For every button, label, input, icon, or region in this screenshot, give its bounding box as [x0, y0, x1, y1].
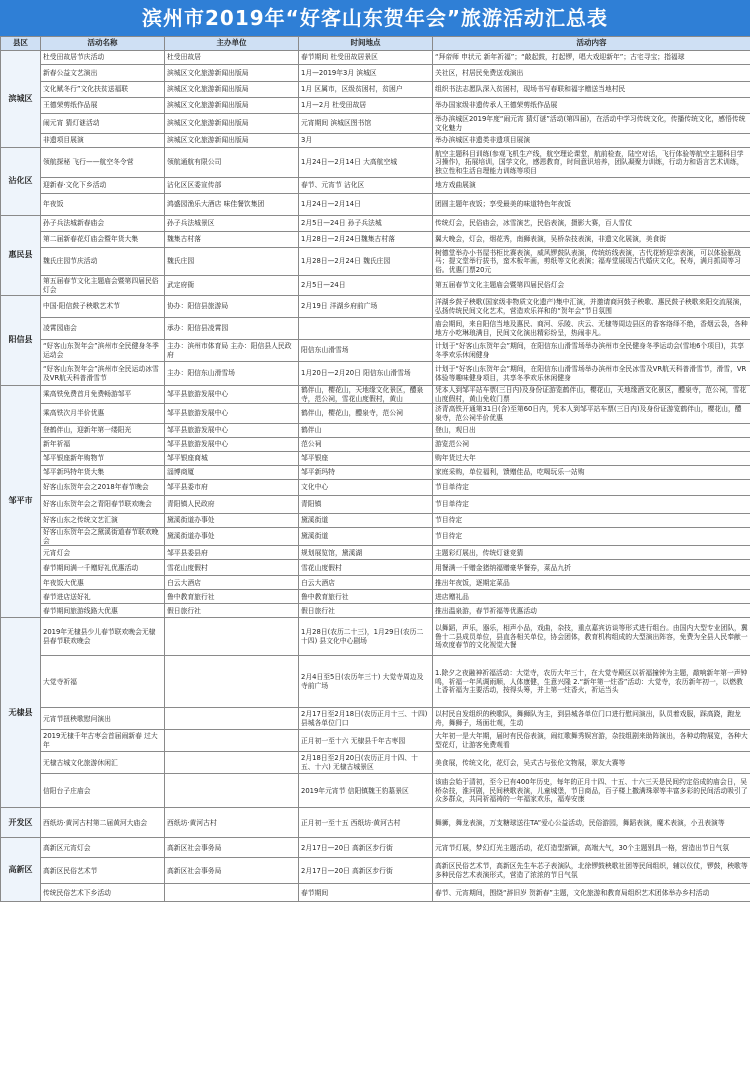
content-cell: 节目单待定	[433, 496, 750, 514]
time-place-cell: 1月—2月 杜受田故居	[299, 98, 433, 114]
table-row	[1, 546, 750, 560]
header-region: 县区	[1, 37, 41, 51]
content-cell: 登山，观日出	[433, 424, 750, 438]
organizer-cell: 武定府衙	[165, 276, 299, 296]
organizer-cell: 邹平县委市府	[165, 480, 299, 496]
content-cell: 传统灯会，民俗庙会，冰雪演艺，民俗表演，摄影大赛，百人雪仗	[433, 216, 750, 232]
content-cell: 举办滨城区非遗类非遗项目展演	[433, 134, 750, 148]
table-row	[1, 51, 750, 65]
organizer-cell: 滨城区文化旅游新闻出版局	[165, 134, 299, 148]
organizer-cell	[165, 656, 299, 708]
time-place-cell: 春节期间 杜受田故居景区	[299, 51, 433, 65]
content-cell: 推出温泉游，春节祈福等优惠活动	[433, 604, 750, 618]
time-place-cell: 邹平新玛特	[299, 466, 433, 480]
content-cell: 计划于“好客山东贺年会”期间，在阳信东山滑雪场举办滨州市全民健身冬季运动会(雪地6个项目)，共享冬季欢乐休闲健身	[433, 340, 750, 362]
region-cell: 邹平市	[1, 386, 41, 618]
organizer-cell: 魏集古村落	[165, 232, 299, 248]
organizer-cell: 假日旅行社	[165, 604, 299, 618]
activity-name-cell: 好客山东贺年会之黛溪街道春节联欢晚会	[41, 528, 165, 546]
time-place-cell: 2019年元宵节 信阳镇魏王豹墓景区	[299, 774, 433, 808]
table-row	[1, 656, 750, 708]
content-cell: 高新区民俗艺术节，高新区先生车芯子表演队，北徐锣鼓秧歌社团等民间组织，辅以仪仗，锣鼓，秧歌等多种民俗艺术表演形式，营造了浓浓的节日气氛	[433, 858, 750, 884]
table-row	[1, 98, 750, 114]
activity-name-cell: 好客山东贺年会之青阳春节联欢晚会	[41, 496, 165, 514]
content-cell: 关社区，村居民免费送戏演出	[433, 65, 750, 82]
time-place-cell: 1月 区属市，区级贫困村，贫困户	[299, 82, 433, 98]
content-cell: 计划于“好客山东贺年会”期间，在阳信东山滑雪场举办滨州市全民冰雪及VR航天科普滑雪节，滑雪，VR体验等趣味健身项目，共享冬季欢乐休闲健身	[433, 362, 750, 386]
organizer-cell: 主办：滨州市体育局 主办：阳信县人民政府	[165, 340, 299, 362]
organizer-cell: 邹平县旅游发展中心	[165, 424, 299, 438]
content-cell: 航空主题科目训练(参观飞机生产线，航空理论课堂，航前检查，陆空对话，飞行体验等航空主题科目学习操作)，拓展培训，国学文化，感恩教育，时间意识培养，团队凝聚力训练，行动力和语言艺术训练，独立性和生活自理能力训练等项目	[433, 148, 750, 178]
time-place-cell: 黛溪街道	[299, 514, 433, 528]
time-place-cell: 2月17日—20日 高新区步行街	[299, 858, 433, 884]
content-cell: 节目待定	[433, 528, 750, 546]
time-place-cell: 范公祠	[299, 438, 433, 452]
activity-name-cell: 新春公益文艺演出	[41, 65, 165, 82]
table-row	[1, 774, 750, 808]
table-row	[1, 590, 750, 604]
table-row	[1, 318, 750, 340]
time-place-cell: 假日旅行社	[299, 604, 433, 618]
content-cell: 元宵节灯展，梦幻灯光主题活动，花灯造型新颖，高端大气，30个主题别具一格，营造出节日气氛	[433, 838, 750, 858]
time-place-cell: 青阳镇	[299, 496, 433, 514]
header-time-place: 时间地点	[299, 37, 433, 51]
content-cell: 节目待定	[433, 514, 750, 528]
content-cell: 游览范公祠	[433, 438, 750, 452]
activity-name-cell: 第二届新春花灯庙会暨年货大集	[41, 232, 165, 248]
table-row	[1, 466, 750, 480]
organizer-cell: 滨城区文化旅游新闻出版局	[165, 114, 299, 134]
activity-name-cell: 信阳台子庄庙会	[41, 774, 165, 808]
time-place-cell: 1月24日—2月14日 大高航空城	[299, 148, 433, 178]
time-place-cell: 1月20日—2月20日 阳信东山滑雪场	[299, 362, 433, 386]
table-row	[1, 82, 750, 98]
activity-name-cell: 西纸坊·黄河古村第二届黄河大庙会	[41, 808, 165, 838]
table-row	[1, 148, 750, 178]
table-row	[1, 65, 750, 82]
organizer-cell: 魏氏庄园	[165, 248, 299, 276]
time-place-cell	[299, 318, 433, 340]
time-place-cell: 雪花山度假村	[299, 560, 433, 576]
activity-name-cell: 无棣古城文化旅游休闲汇	[41, 752, 165, 774]
activity-name-cell: 春节期间满一千赠好礼优惠活动	[41, 560, 165, 576]
content-cell: 地方戏曲展演	[433, 178, 750, 194]
activity-name-cell: 新年祈福	[41, 438, 165, 452]
time-place-cell: 阳信东山滑雪场	[299, 340, 433, 362]
content-cell: 购年货过大年	[433, 452, 750, 466]
content-cell: 大年初一是大年期，届时有民俗表演，闹红歌舞秀娱宫游，杂技组剧来助阵演出，各种动物展览，各种大型花灯，让游客免费观看	[433, 730, 750, 752]
region-cell: 惠民县	[1, 216, 41, 296]
organizer-cell: 雪花山度假村	[165, 560, 299, 576]
table-row	[1, 618, 750, 656]
content-cell: 节目单待定	[433, 480, 750, 496]
table-row	[1, 424, 750, 438]
time-place-cell: 2月4日至5日(农历年三十) 大觉寺周边及寺前广场	[299, 656, 433, 708]
activity-name-cell: 文化赋冬行”文化扶贫送福联	[41, 82, 165, 98]
content-cell: 家庭采购，单位福利，馈赠佳品，吃喝玩乐一站购	[433, 466, 750, 480]
time-place-cell: 2月5日—24日 孙子兵法城	[299, 216, 433, 232]
table-row	[1, 496, 750, 514]
table-row	[1, 452, 750, 466]
time-place-cell: 鹤伴山，樱花山，天地缘文化景区，醴泉寺，范公祠，雪花山度假村，黄山	[299, 386, 433, 404]
organizer-cell: 滨城区文化旅游新闻出版局	[165, 98, 299, 114]
activity-name-cell: 中国·阳信鼓子秧歌艺术节	[41, 296, 165, 318]
region-cell: 沾化区	[1, 148, 41, 216]
table-row	[1, 194, 750, 216]
organizer-cell: 黛溪街道办事处	[165, 528, 299, 546]
activity-name-cell: 年夜饭	[41, 194, 165, 216]
time-place-cell: 2月17日—20日 高新区步行街	[299, 838, 433, 858]
content-cell: 主题彩灯展出，传统灯谜竞猜	[433, 546, 750, 560]
activity-name-cell: 王德荣剪纸作品展	[41, 98, 165, 114]
table-body	[1, 51, 750, 902]
time-place-cell: 2月5日—24日	[299, 276, 433, 296]
activity-name-cell: 乘高铁次月半价优惠	[41, 404, 165, 424]
time-place-cell: 1月—2019年3月 滨城区	[299, 65, 433, 82]
organizer-cell	[165, 884, 299, 902]
table-row	[1, 178, 750, 194]
organizer-cell: 青阳镇人民政府	[165, 496, 299, 514]
table-row	[1, 838, 750, 858]
table-row	[1, 296, 750, 318]
organizer-cell: 杜受田故居	[165, 51, 299, 65]
activity-name-cell: 闹元宵 猜灯谜活动	[41, 114, 165, 134]
organizer-cell: 鲁中教育旅行社	[165, 590, 299, 604]
content-cell: 该庙会始于清初，至今已有400年历史，每年的正月十四、十五、十六三天是民间约定俗成的庙会日，吴桥杂技，淮河剧，民间秧歌表演，儿童城堡，节日商品，百子楼上撒满珠翠等丰富多彩的民间活动吸引了众多群众，共同祈福祷的一年福家欢乐，福寿安康	[433, 774, 750, 808]
organizer-cell: 鸿盛园渔乐大酒店 味佳餐饮集团	[165, 194, 299, 216]
content-cell: “拜帝师 申状元 新年祈福”；“敲起鼓，打起锣，唱大戏迎新年”；古宅寻宝；指福球	[433, 51, 750, 65]
organizer-cell: 邹平县旅游发展中心	[165, 386, 299, 404]
content-cell: 洋湖乡鼓子秧歌(国家级非物质文化遗产)集中汇演，并邀请商河鼓子秧歌、惠民鼓子秧歌来阳交流展演，弘扬传统民间文化艺术，营造欢乐祥和的“贺年会”节日氛围	[433, 296, 750, 318]
time-place-cell: 白云大酒店	[299, 576, 433, 590]
table-row	[1, 248, 750, 276]
time-place-cell: 规划展览馆，黛溪湖	[299, 546, 433, 560]
table-row	[1, 884, 750, 902]
table-row	[1, 216, 750, 232]
activity-name-cell: 年夜饭大优惠	[41, 576, 165, 590]
activity-name-cell: 春节期间旅游线路大优惠	[41, 604, 165, 618]
header-row	[1, 37, 750, 51]
time-place-cell: 2月18日至2月20日(农历正月十四、十五、十六) 无棣古城景区	[299, 752, 433, 774]
activity-name-cell: 元宵节扭秧歌慰问演出	[41, 708, 165, 730]
activity-name-cell: 凌霄园庙会	[41, 318, 165, 340]
time-place-cell: 1月24日—2月14日	[299, 194, 433, 216]
content-cell: 用餐满一千赠金猪纳福赠豪华餐券，菜品九折	[433, 560, 750, 576]
activity-name-cell: 2019年无棣县少儿春节联欢晚会无棣县春节联欢晚会	[41, 618, 165, 656]
time-place-cell: 1月28日—2月24日魏集古村落	[299, 232, 433, 248]
table-row	[1, 604, 750, 618]
table-row	[1, 232, 750, 248]
content-cell: 组织书法志愿队深入贫困村，现场书写春联和福字赠送当地村民	[433, 82, 750, 98]
table-row	[1, 752, 750, 774]
content-cell: 舞狮，舞龙表演，万支糖球送往TA”爱心公益活动，民俗游园，舞蹈表演，魔术表演，小丑表演等	[433, 808, 750, 838]
activity-name-cell: 第五届春节文化主题庙会暨第四届民俗灯会	[41, 276, 165, 296]
activity-name-cell: 杜受田故居节庆活动	[41, 51, 165, 65]
organizer-cell	[165, 752, 299, 774]
table-row	[1, 362, 750, 386]
activity-name-cell: 迎新春·文化下乡活动	[41, 178, 165, 194]
region-cell: 无棣县	[1, 618, 41, 808]
table-row	[1, 340, 750, 362]
organizer-cell: 孙子兵法城景区	[165, 216, 299, 232]
organizer-cell: 主办：阳信东山滑雪场	[165, 362, 299, 386]
time-place-cell: 3月	[299, 134, 433, 148]
header-activity-name: 活动名称	[41, 37, 165, 51]
content-cell: 翼大晚会，灯会，烟花秀，南狮表演，吴桥杂技表演，非遗文化展演，美食街	[433, 232, 750, 248]
table-row	[1, 730, 750, 752]
activity-name-cell: 春节进店送好礼	[41, 590, 165, 604]
header-organizer: 主办单位	[165, 37, 299, 51]
table-row	[1, 576, 750, 590]
activity-name-cell: 孙子兵法城新春庙会	[41, 216, 165, 232]
organizer-cell	[165, 774, 299, 808]
time-place-cell: 春节、元宵节 沾化区	[299, 178, 433, 194]
table-row	[1, 276, 750, 296]
table-row	[1, 808, 750, 838]
region-cell: 开发区	[1, 808, 41, 838]
organizer-cell: 邹平县委县府	[165, 546, 299, 560]
organizer-cell	[165, 730, 299, 752]
table-row	[1, 514, 750, 528]
organizer-cell: 邹平银座商城	[165, 452, 299, 466]
time-place-cell: 2月19日 洋湖乡府前广场	[299, 296, 433, 318]
activity-name-cell: 领航探秘 飞行——航空冬令营	[41, 148, 165, 178]
content-cell: 美食展，传统文化，花灯会，吴式古与张伦文物展，翠友大赛等	[433, 752, 750, 774]
table-row	[1, 708, 750, 730]
table-row	[1, 134, 750, 148]
content-cell: 团圆主题年夜饭；享受最美的味道特色年夜饭	[433, 194, 750, 216]
table-row	[1, 858, 750, 884]
table-row	[1, 386, 750, 404]
activity-name-cell: 乘高铁免费首月免费畅游邹平	[41, 386, 165, 404]
region-cell: 滨城区	[1, 51, 41, 148]
content-cell: 以村民自发组织的秧歌队，舞狮队为主，到县城各单位门口进行慰问演出，队员着戏服，踩高跷，跑龙舟，舞狮子，场面壮观，生动	[433, 708, 750, 730]
time-place-cell: 1月28日(农历二十三)，1月29日(农历二十四) 县文化中心剧场	[299, 618, 433, 656]
table-row	[1, 480, 750, 496]
activity-name-cell: 好客山东贺年会之2018年春节晚会	[41, 480, 165, 496]
activity-name-cell: 邹平银座新年购物节	[41, 452, 165, 466]
activity-name-cell: 传统民俗艺术下乡活动	[41, 884, 165, 902]
time-place-cell: 正月初一至十六 无棣县千年古枣园	[299, 730, 433, 752]
organizer-cell: 邹平县旅游发展中心	[165, 438, 299, 452]
organizer-cell: 高新区社会事务局	[165, 838, 299, 858]
time-place-cell: 春节期间	[299, 884, 433, 902]
organizer-cell: 滨城区文化旅游新闻出版局	[165, 82, 299, 98]
activity-name-cell: 高新区元宵灯会	[41, 838, 165, 858]
header-content: 活动内容	[433, 37, 750, 51]
organizer-cell: 协办：阳信县旅游局	[165, 296, 299, 318]
region-cell: 高新区	[1, 838, 41, 902]
time-place-cell: 邹平银座	[299, 452, 433, 466]
content-cell: 举办国家级非遗传承人王德荣剪纸作品展	[433, 98, 750, 114]
activity-name-cell: “好客山东贺年会”滨州市全民健身冬季运动会	[41, 340, 165, 362]
content-cell: 凭本人到邹平站车票(三日内)及身份证游览鹤伴山，樱花山，天地缘酒文化景区，醴泉寺，范公祠，雪花山度假村，黄山免收门票	[433, 386, 750, 404]
organizer-cell: 邹平县旅游发展中心	[165, 404, 299, 424]
content-cell: 济青高铁开通第31日(含)至第60日内，凭本人到邹平站车票(三日内)及身份证游览鹤伴山，樱花山，醴泉寺，范公祠半价优惠	[433, 404, 750, 424]
organizer-cell	[165, 708, 299, 730]
time-place-cell: 文化中心	[299, 480, 433, 496]
organizer-cell: 承办：阳信县凌霄园	[165, 318, 299, 340]
activity-name-cell: 大觉寺祈福	[41, 656, 165, 708]
organizer-cell	[165, 618, 299, 656]
organizer-cell: 高新区社会事务局	[165, 858, 299, 884]
activity-name-cell: 2019无棣千年古枣会首届闹新春 过大年	[41, 730, 165, 752]
organizer-cell: 黛溪街道办事处	[165, 514, 299, 528]
activity-name-cell: 非遗项目展演	[41, 134, 165, 148]
content-cell: 1.除夕之夜融神祈福活动：大觉寺，农历大年三十，在大觉寺殿区以祈福撞钟为主题，敲响新年第一声钟鸣，祈福一年风调雨顺，人体康健，生意兴隆 2.“新年第一炷香”活动：大觉寺，农历新年初一，以燃教上香祈福为主要活动，按得头筹，并上第一炷香火，祈运当头	[433, 656, 750, 708]
activity-name-cell: “好客山东贺年会”滨州市全民运动冰雪及VR航天科普滑雪节	[41, 362, 165, 386]
organizer-cell: 淄博商厦	[165, 466, 299, 480]
activity-name-cell: 邹平新玛特年货大集	[41, 466, 165, 480]
content-cell: 树德堂举办小书屋书柜比赛表演，威风锣鼓队表演，传统纺线表演，古代花轿迎亲表演，可以体验驱战马；提文堂举行拔书，蛮木板年画，剪纸等文化表演；福寿堂展现古代婚庆文化，祝寿，满月抓周等习俗。优惠门票20元	[433, 248, 750, 276]
activity-name-cell: 元宵灯会	[41, 546, 165, 560]
time-place-cell: 正月初一至十五 西纸坊·黄河古村	[299, 808, 433, 838]
activity-name-cell: 好客山东之传统文艺汇演	[41, 514, 165, 528]
table-row	[1, 560, 750, 576]
content-cell: 第五届春节文化主题庙会暨第四届民俗灯会	[433, 276, 750, 296]
organizer-cell: 领航通航有限公司	[165, 148, 299, 178]
table-row	[1, 114, 750, 134]
region-cell: 阳信县	[1, 296, 41, 386]
content-cell: 举办滨城区2019年度“闹元宵 猜灯谜”活动(第四届)，在活动中学习传统文化，传播传统文化，感悟传统文化魅力	[433, 114, 750, 134]
time-place-cell: 2月17日至2月18日(农历正月十三、十四) 县城各单位门口	[299, 708, 433, 730]
organizer-cell: 滨城区文化旅游新闻出版局	[165, 65, 299, 82]
organizer-cell: 西纸坊·黄河古村	[165, 808, 299, 838]
content-cell: 推出年夜饭，逐期定菜品	[433, 576, 750, 590]
table-row	[1, 438, 750, 452]
content-cell: 春节、元宵期间，围绕“辞旧岁 贺新春”主题，文化旅游和教育局组织艺术团体举办乡村活动	[433, 884, 750, 902]
organizer-cell: 白云大酒店	[165, 576, 299, 590]
content-cell: 以舞蹈，声乐，器乐，相声小品，戏曲，杂技，重点嘉宾访谈等形式进行组台。由国内大型专业团队，冀鲁十二县成员单位，县直各相关单位，协会团体，教育机构组成的大型演出阵容，免费为全县人民奉献一场欢度春节的文化视觉大餐	[433, 618, 750, 656]
content-cell: 庙会期间，来自阳信当地及惠民、商河、乐陵、庆云、无棣等周边县区的香客络绎不绝，香烟云袅，各种地方小吃琳琅满目，民间文化演出精彩纷呈，热闹非凡。	[433, 318, 750, 340]
time-place-cell: 元宵期间 滨城区图书馆	[299, 114, 433, 134]
time-place-cell: 鹤伴山	[299, 424, 433, 438]
time-place-cell: 黛溪街道	[299, 528, 433, 546]
activity-name-cell: 高新区民俗艺术节	[41, 858, 165, 884]
content-cell: 进店赠礼品	[433, 590, 750, 604]
organizer-cell: 沾化区区委宣传部	[165, 178, 299, 194]
time-place-cell: 1月28日—2月24日 魏氏庄园	[299, 248, 433, 276]
activity-table	[0, 36, 750, 902]
activity-name-cell: 魏氏庄园节庆活动	[41, 248, 165, 276]
page-title: 滨州市2019年“好客山东贺年会”旅游活动汇总表	[0, 0, 750, 36]
time-place-cell: 鲁中教育旅行社	[299, 590, 433, 604]
activity-name-cell: 登鹤伴山，迎新年第一缕阳光	[41, 424, 165, 438]
table-row	[1, 404, 750, 424]
time-place-cell: 鹤伴山，樱花山，醴泉寺，范公祠	[299, 404, 433, 424]
table-row	[1, 528, 750, 546]
